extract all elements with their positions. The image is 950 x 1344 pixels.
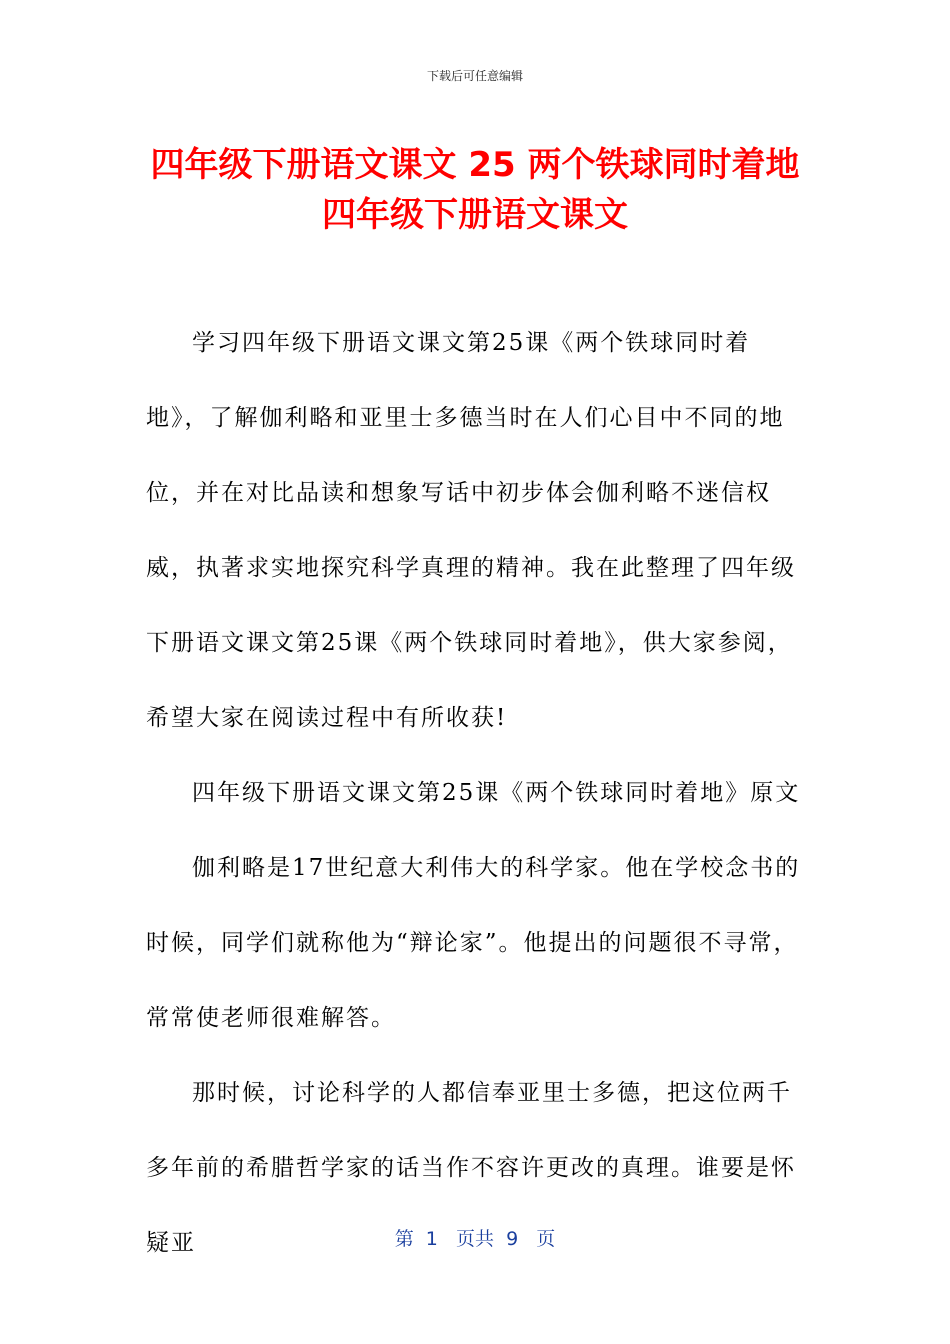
document-title <box>60 140 890 240</box>
paragraph-original-heading: 四年级下册语文课文第25课《两个铁球同时着地》原文 <box>192 780 801 806</box>
title-line-1: 四年级下册语文课文 25 两个铁球同时着地 <box>150 145 800 185</box>
paragraph-galileo: 伽利略是17世纪意大利伟大的科学家。他在学校念书的时候，同学们就称他为“辩论家”。他提出的问题很不寻常，常常使老师很难解答。 <box>146 855 801 1031</box>
header-note: 下载后可任意编辑 <box>426 69 523 83</box>
title-line-2: 四年级下册语文课文 <box>322 195 628 235</box>
paragraph-aristotle: 那时候，讨论科学的人都信奉亚里士多德，把这位两千多年前的希腊哲学家的话当作不容许更改的真理。谁要是怀疑亚 <box>146 1080 796 1256</box>
document-body <box>146 306 806 1281</box>
page-number-footer: 第 1 页共 9 页 <box>394 1228 556 1250</box>
paragraph-intro: 学习四年级下册语文课文第25课《两个铁球同时着地》，了解伽利略和亚里士多德当时在人们心目中不同的地位，并在对比品读和想象写话中初步体会伽利略不迷信权威，执著求实地探究科学真理的精神。我在此整理了四年级下册语文课文第25课《两个铁球同时着地》，供大家参阅，希望大家在阅读过程中有所收获! <box>146 330 796 731</box>
